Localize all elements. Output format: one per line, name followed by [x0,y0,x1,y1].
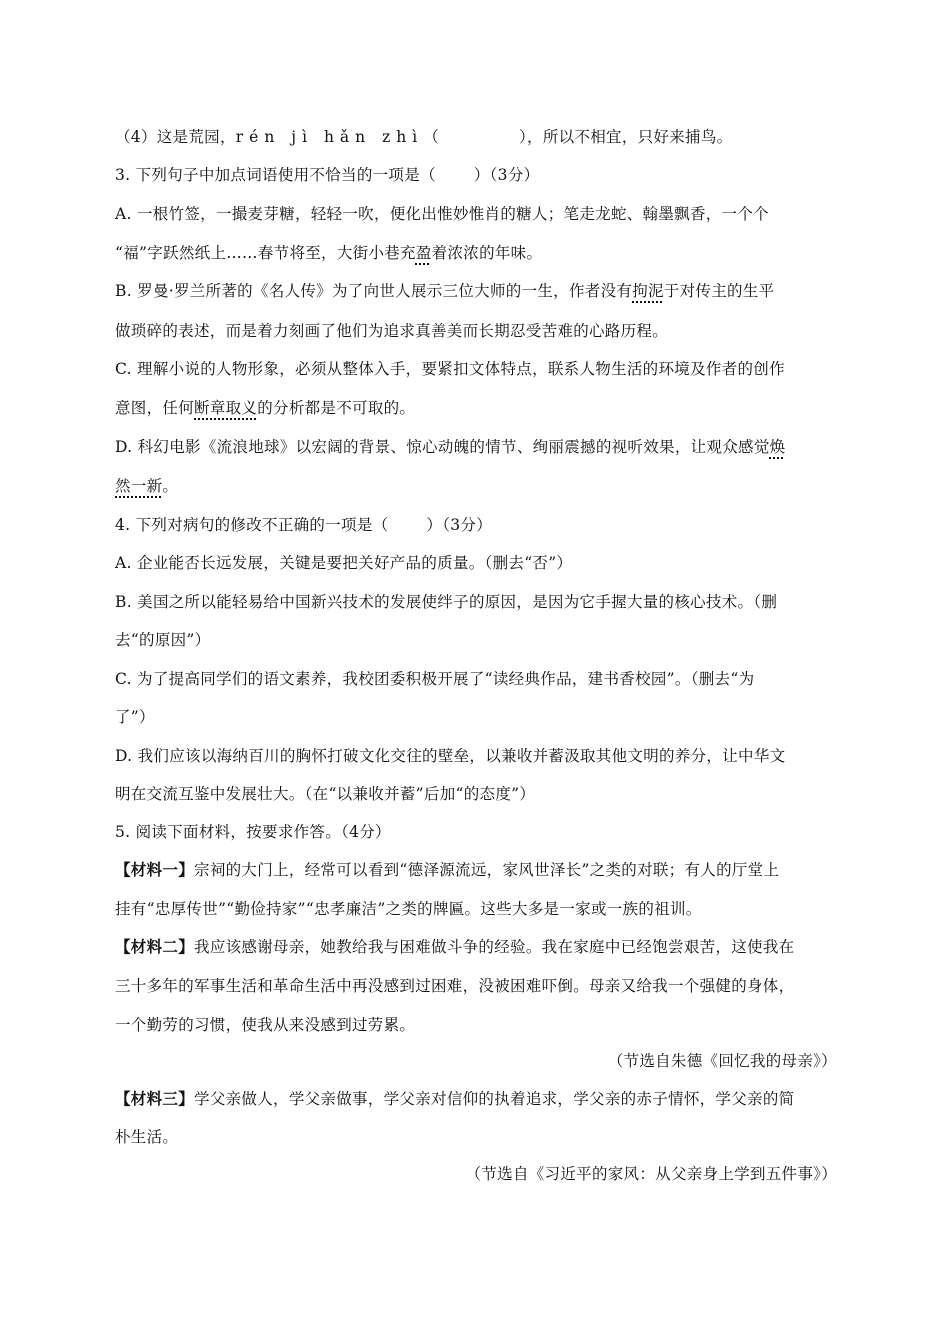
q3-option-b-text: B. 罗曼·罗兰所著的《名人传》为了向世人展示三位大师的一生，作者没有 [115,282,633,300]
q4-option-c-text2: 了”） [115,708,155,726]
q3-option-b-text3: 做琐碎的表述，而是着力刻画了他们为追求真善美而长期忍受苦难的心路历程。 [115,322,669,340]
q3-option-a-text2: “福”字跃然纸上……春节将至，大街小巷充 [115,244,416,262]
dotted-word: 焕 [769,438,786,456]
material-2-text2: 三十多年的军事生活和革命生活中再没感到过困难，没被困难吓倒。母亲又给我一个强健的身体， [115,977,795,995]
pinyin-prompt: rén jì hǎn zhì [235,128,424,146]
dotted-word: 盈 [415,244,432,262]
q5-text: 5. 阅读下面材料，按要求作答。（4分） [115,823,391,841]
material-2-source [115,1051,837,1071]
material-3-tag: 【材料三】 [115,1089,195,1108]
q4-option-a-text: A. 企业能否长远发展，关键是要把关好产品的质量。（删去“否”） [115,554,573,572]
q3-text: 3. 下列句子中加点词语使用不恰当的一项是（ [115,166,436,184]
material-2-line1 [115,937,837,957]
q3-option-c-text3: 的分析都是不可取的。 [257,399,416,417]
q4-option-d-line1 [115,746,837,766]
q4-option-b-line2 [115,630,837,650]
q3-option-d-end: 。 [162,477,179,495]
material-2-text3: 一个勤劳的习惯，使我从来没感到过劳累。 [115,1016,416,1034]
q4-option-b-text: B. 美国之所以能轻易给中国新兴技术的发展使绊子的原因，是因为它手握大量的核心技术。（删 [115,593,778,611]
q4-option-c-text: C. 为了提高同学们的语文素养，我校团委积极开展了“读经典作品，建书香校园”。（删去“为 [115,670,755,688]
q4-score: ）（3分） [426,516,493,534]
item-4-rest: ），所以不相宜，只好来捕鸟。 [519,128,733,146]
material-1-line2 [115,899,837,919]
q3-option-c-line1 [115,359,837,379]
q3-option-c-line2 [115,398,837,418]
material-2-tag: 【材料二】 [115,937,195,956]
open-paren: （ [423,128,439,146]
material-1-tag: 【材料一】 [115,860,195,879]
q3-score: ）（3分） [473,166,540,184]
q3-option-c-text2: 意图，任何 [115,399,195,417]
material-2-source-text: （节选自朱德《回忆我的母亲》） [607,1052,837,1070]
dotted-word: 拘泥 [632,282,664,300]
material-3-text: 学父亲做人，学父亲做事，学父亲对信仰的执着追求，学父亲的赤子情怀，学父亲的简 [194,1090,795,1108]
item-4-text: （4）这是荒园， [115,128,236,146]
material-3-source-text: （节选自《习近平的家风：从父亲身上学到五件事》） [465,1165,837,1183]
q3-option-a-line2 [115,243,837,263]
material-1-line1 [115,860,837,880]
q4-option-a [115,553,837,573]
material-2-line3 [115,1015,837,1035]
q4-option-b-line1 [115,592,837,612]
q3-option-c-text: C. 理解小说的人物形象，必须从整体入手，要紧扣文体特点，联系人物生活的环境及作者的创作 [115,360,785,378]
dotted-word: 然一新 [115,477,163,495]
question-3-stem [115,165,837,185]
material-3-line2 [115,1127,837,1147]
question-4-stem [115,515,837,535]
material-3-text2: 朴生活。 [115,1128,179,1146]
question-5-stem [115,822,837,842]
q3-option-a-line1 [115,204,837,224]
q4-option-d-text: D. 我们应该以海纳百川的胸怀打破文化交往的壁垒，以兼收并蓄汲取其他文明的养分，让中华文 [115,747,786,765]
q3-option-d-line1 [115,437,837,457]
material-1-text2: 挂有“忠厚传世”“勤俭持家”“忠孝廉洁”之类的牌匾。这些大多是一家或一族的祖训。 [115,900,702,918]
q4-text: 4. 下列对病句的修改不正确的一项是（ [115,516,389,534]
q3-option-d-line2 [115,476,837,496]
q4-option-c-line2 [115,707,837,727]
material-1-text: 宗祠的大门上，经常可以看到“德泽源流远，家风世泽长”之类的对联；有人的厅堂上 [194,861,780,879]
q3-option-b-line1 [115,281,837,301]
material-3-source [115,1164,837,1184]
q4-option-d-text2: 明在交流互鉴中发展壮大。（在“以兼收并蓄”后加“的态度”） [115,785,536,803]
q3-option-a-text: A. 一根竹签，一撮麦芽糖，轻轻一吹，便化出惟妙惟肖的糖人；笔走龙蛇、翰墨飘香，一个个 [115,205,769,223]
q3-option-b-text2: 于对传主的生平 [663,282,775,300]
q4-option-c-line1 [115,669,837,689]
q3-option-a-text3: 着浓浓的年味。 [431,244,543,262]
q4-option-b-text2: 去“的原因”） [115,631,211,649]
q2-item-4 [115,127,837,147]
q4-option-d-line2 [115,784,837,804]
dotted-word: 断章取义 [194,399,258,417]
material-2-line2 [115,976,837,996]
q3-option-b-line2 [115,321,837,341]
material-3-line1 [115,1089,837,1109]
q3-option-d-text: D. 科幻电影《流浪地球》以宏阔的背景、惊心动魄的情节、绚丽震撼的视听效果，让观众感觉 [115,438,770,456]
material-2-text: 我应该感谢母亲，她教给我与困难做斗争的经验。我在家庭中已经饱尝艰苦，这使我在 [194,938,795,956]
